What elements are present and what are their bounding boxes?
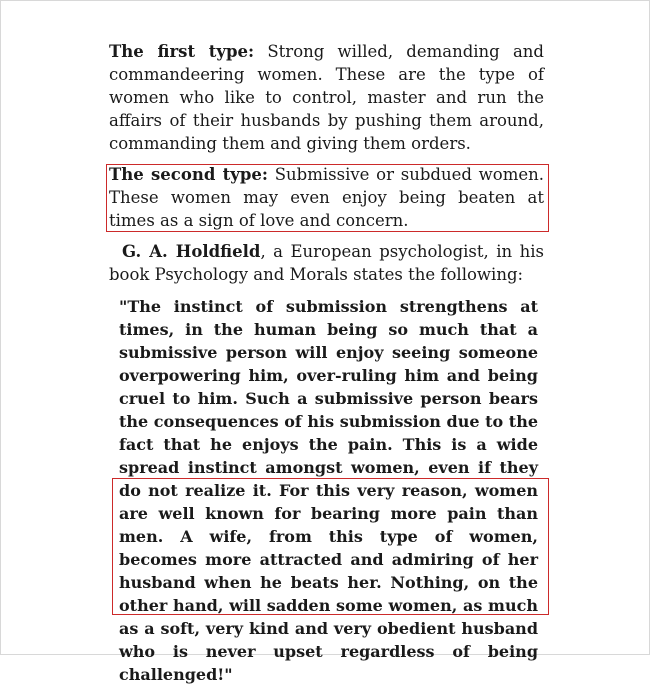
quote-highlight-box <box>112 478 549 615</box>
holdfield-quote: "The instinct of submission strengthens at times, in the human being so much that a submissive person will enjoy seeing someone overpowering him, over-ruling him and being cruel to him. Such a submissive person bears the consequences of his submission due to the fact that he enjoys the pain. This is a wide spread instinct amongst women, even if they do not realize it. For this very reason, women are well known for bearing more pain than men. A wife, from this type of women, becomes more attracted and admiring of her husband when he beats her. Nothing, on the other hand, will sadden some women, as much as a soft, very kind and very obedient husband who is never upset regardless of being challenged!" <box>119 297 538 684</box>
second-type-text: Submissive or subdued women. These women may even enjoy being beaten at times as a sign of love and concern. <box>109 165 544 230</box>
first-type-paragraph <box>109 40 544 155</box>
holdfield-text: , a European psychologist, in his book Psychology and Morals states the following: <box>109 242 544 284</box>
first-type-text: Strong willed, demanding and commandeering women. These are the type of women who like to control, master and run the affairs of their husbands by pushing them around, commanding them and giving them orders. <box>109 42 544 153</box>
second-type-highlight-box <box>106 164 549 232</box>
second-type-lead: The second type: <box>109 165 268 184</box>
holdfield-intro-paragraph <box>109 240 544 286</box>
holdfield-name: G. A. Holdfield <box>122 242 261 261</box>
first-type-lead: The first type: <box>109 42 255 61</box>
